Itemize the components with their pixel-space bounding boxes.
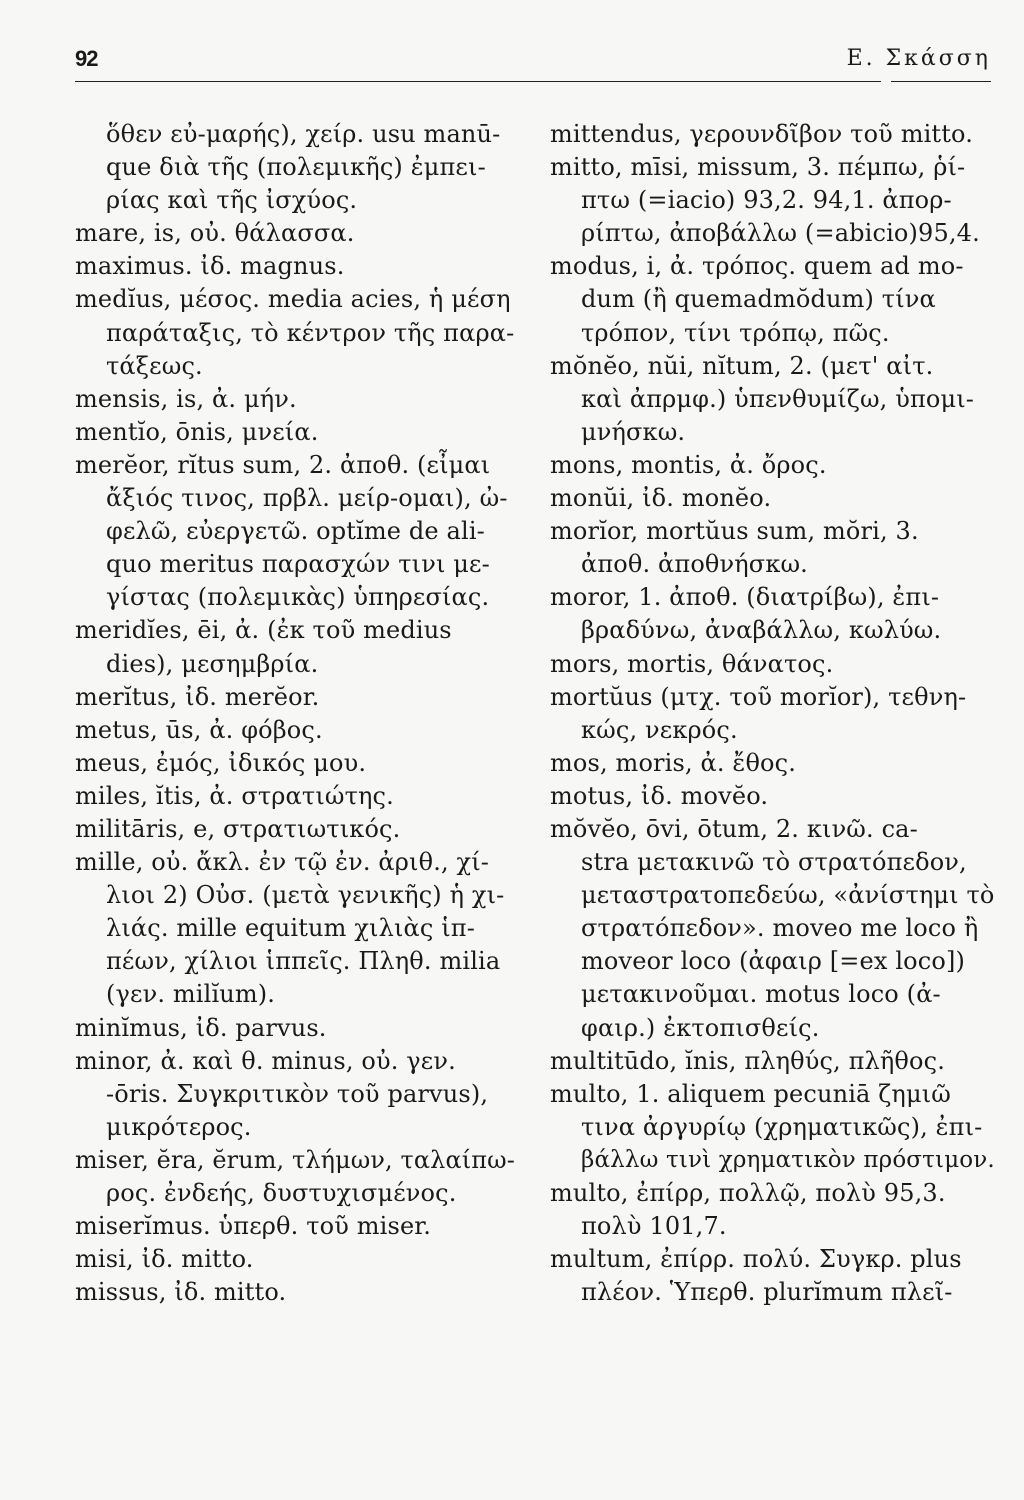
- header-rule: [75, 81, 881, 82]
- entry-headword-line: merĭtus, ἰδ. merĕor.: [75, 682, 320, 711]
- entry-continuation-line: φελῶ, εὐεργετῶ. optĭme de ali-: [106, 517, 485, 546]
- entry-continuation-line: ρίας καὶ τῆς ἰσχύος.: [106, 186, 358, 215]
- right-column: [550, 118, 995, 1309]
- entry-continuation-line: μεταστρατοπεδεύω, «ἀνίστημι τὸ: [581, 881, 995, 910]
- entry-headword-line: misi, ἰδ. mitto.: [75, 1245, 254, 1274]
- entry-headword-line: miser, ĕra, ĕrum, τλήμων, ταλαίπω-: [75, 1145, 515, 1174]
- entry-continuation-line: -ōris. Συγκριτικὸν τοῦ parvus),: [106, 1079, 489, 1108]
- entry-continuation-line: ρος. ἐνδεής, δυστυχισμένος.: [106, 1179, 457, 1207]
- entry-continuation-line: πέων, χίλιοι ἱππεῖς. Πληθ. milia: [106, 947, 501, 976]
- entry-continuation-line: φαιρ.) ἐκτοπισθείς.: [581, 1013, 820, 1042]
- entry-continuation-line: γίστας (πολεμικὰς) ὑπηρεσίας.: [106, 583, 490, 612]
- entry-headword-line: mille, οὐ. ἄκλ. ἐν τῷ ἐν. ἀριθ., χί-: [75, 848, 490, 877]
- entry-headword-line: meus, ἐμός, ἰδικός μου.: [75, 748, 367, 777]
- entry-headword-line: mons, montis, ἀ. ὄρος.: [550, 450, 827, 479]
- entry-headword-line: morĭor, mortŭus sum, mŏri, 3.: [550, 517, 919, 546]
- entry-headword-line: moror, 1. ἀποθ. (διατρίβω), ἐπι-: [550, 583, 940, 612]
- entry-headword-line: meridĭes, ēi, ἀ. (ἐκ τοῦ medius: [75, 616, 452, 645]
- entry-headword-line: merĕor, rĭtus sum, 2. ἀποθ. (εἶμαι: [75, 450, 491, 479]
- entry-continuation-line: ἄξιός τινος, πρβλ. μείρ-ομαι), ὠ-: [106, 484, 508, 513]
- entry-headword-line: medĭus, μέσος. media acies, ἡ μέση: [75, 285, 511, 314]
- entry-continuation-line: μετακινοῦμαι. motus loco (ἀ-: [581, 980, 941, 1009]
- entry-headword-line: mitto, mīsi, missum, 3. πέμπω, ῥί-: [550, 153, 966, 182]
- entry-continuation-line: λιάς. mille equitum χιλιὰς ἱπ-: [106, 914, 475, 943]
- entry-headword-line: minĭmus, ἰδ. parvus.: [75, 1013, 327, 1042]
- running-title: Ε. Σκάσση: [846, 46, 991, 71]
- entry-headword-line: monŭi, ἰδ. monĕo.: [550, 484, 772, 513]
- entry-headword-line: multitūdo, ĭnis, πληθύς, πλῆθος.: [550, 1046, 945, 1075]
- entry-headword-line: mors, mortis, θάνατος.: [550, 649, 834, 678]
- entry-headword-line: mittendus, γερουνδῖβον τοῦ mitto.: [550, 120, 973, 148]
- entry-headword-line: maximus. ἰδ. magnus.: [75, 252, 345, 281]
- entry-continuation-line: παράταξις, τὸ κέντρον τῆς παρα-: [106, 318, 515, 347]
- entry-headword-line: mortŭus (μτχ. τοῦ morĭor), τεθνη-: [550, 682, 967, 711]
- entry-continuation-line: stra μετακινῶ τὸ στρατόπεδον,: [581, 848, 967, 877]
- entry-continuation-line: καὶ ἀπρμφ.) ὑπενθυμίζω, ὑπομι-: [581, 384, 975, 413]
- entry-headword-line: mŏnĕo, nŭi, nĭtum, 2. (μετ' αἰτ.: [550, 351, 934, 380]
- entry-continuation-line: τινα ἀργυρίῳ (χρηματικῶς), ἐπι-: [581, 1112, 983, 1141]
- left-column: [75, 118, 515, 1309]
- entry-continuation-line: πτω (=iacio) 93,2. 94,1. ἀπορ-: [581, 186, 952, 215]
- entry-headword-line: miles, ĭtis, ἀ. στρατιώτης.: [75, 781, 394, 810]
- entry-continuation-line: que διὰ τῆς (πολεμικῆς) ἐμπει-: [106, 153, 486, 182]
- entry-continuation-line: τάξεως.: [106, 351, 203, 380]
- entry-continuation-line: τρόπον, τίνι τρόπῳ, πῶς.: [581, 318, 890, 347]
- entry-continuation-line: dum (ἢ quemadmŏdum) τίνα: [581, 285, 936, 314]
- entry-headword-line: missus, ἰδ. mitto.: [75, 1278, 287, 1307]
- entry-continuation-line: (γεν. milĭum).: [106, 980, 276, 1009]
- entry-continuation-line: ὅθεν εὐ-μαρής), χείρ. usu manū-: [106, 120, 501, 148]
- entry-headword-line: mos, moris, ἀ. ἔθος.: [550, 748, 797, 777]
- entry-continuation-line: βραδύνω, ἀναβάλλω, κωλύω.: [581, 616, 942, 645]
- entry-headword-line: miserĭmus. ὑπερθ. τοῦ miser.: [75, 1212, 432, 1241]
- entry-headword-line: minor, ἀ. καὶ θ. minus, οὐ. γεν.: [75, 1046, 456, 1075]
- entry-continuation-line: ρίπτω, ἀποβάλλω (=abicio)95,4.: [581, 219, 980, 248]
- entry-headword-line: motus, ἰδ. movĕo.: [550, 781, 769, 810]
- header-rule-right: [891, 81, 991, 82]
- entry-headword-line: mŏvĕo, ōvi, ōtum, 2. κινῶ. ca-: [550, 814, 918, 843]
- entry-continuation-line: ἀποθ. ἀποθνήσκω.: [581, 550, 808, 579]
- entry-continuation-line: λιοι 2) Οὐσ. (μετὰ γενικῆς) ἡ χι-: [106, 881, 505, 910]
- entry-continuation-line: dies), μεσημβρία.: [106, 649, 319, 678]
- entry-continuation-line: μικρότερος.: [106, 1112, 252, 1141]
- entry-headword-line: mentĭo, ōnis, μνεία.: [75, 417, 319, 446]
- entry-continuation-line: βάλλω τινὶ χρηματικὸν πρόστιμον.: [581, 1146, 995, 1173]
- entry-headword-line: militāris, e, στρατιωτικός.: [75, 814, 401, 843]
- entry-headword-line: mare, is, οὐ. θάλασσα.: [75, 219, 355, 248]
- page-number: 92: [75, 46, 98, 71]
- entry-headword-line: modus, i, ἀ. τρόπος. quem ad mo-: [550, 252, 964, 281]
- entry-continuation-line: στρατόπεδον». moveo me loco ἢ: [581, 914, 979, 943]
- entry-headword-line: multo, ἐπίρρ, πολλῷ, πολὺ 95,3.: [550, 1179, 946, 1207]
- entry-headword-line: metus, ūs, ἀ. φόβος.: [75, 715, 323, 744]
- entry-continuation-line: μνήσκω.: [581, 417, 686, 446]
- entry-headword-line: mensis, is, ἀ. μήν.: [75, 384, 297, 413]
- entry-continuation-line: quo meritus παρασχών τινι με-: [106, 550, 490, 579]
- entry-headword-line: multum, ἐπίρρ. πολύ. Συγκρ. plus: [550, 1245, 962, 1274]
- entry-headword-line: multo, 1. aliquem pecuniā ζημιῶ: [550, 1079, 951, 1108]
- entry-continuation-line: πολὺ 101,7.: [581, 1212, 727, 1241]
- entry-continuation-line: moveor loco (ἀφαιρ [=ex loco]): [581, 947, 965, 976]
- page-header: [75, 38, 991, 78]
- entry-continuation-line: πλέον. Ὑπερθ. plurĭmum πλεῖ-: [581, 1278, 953, 1307]
- entry-continuation-line: κώς, νεκρός.: [581, 715, 738, 744]
